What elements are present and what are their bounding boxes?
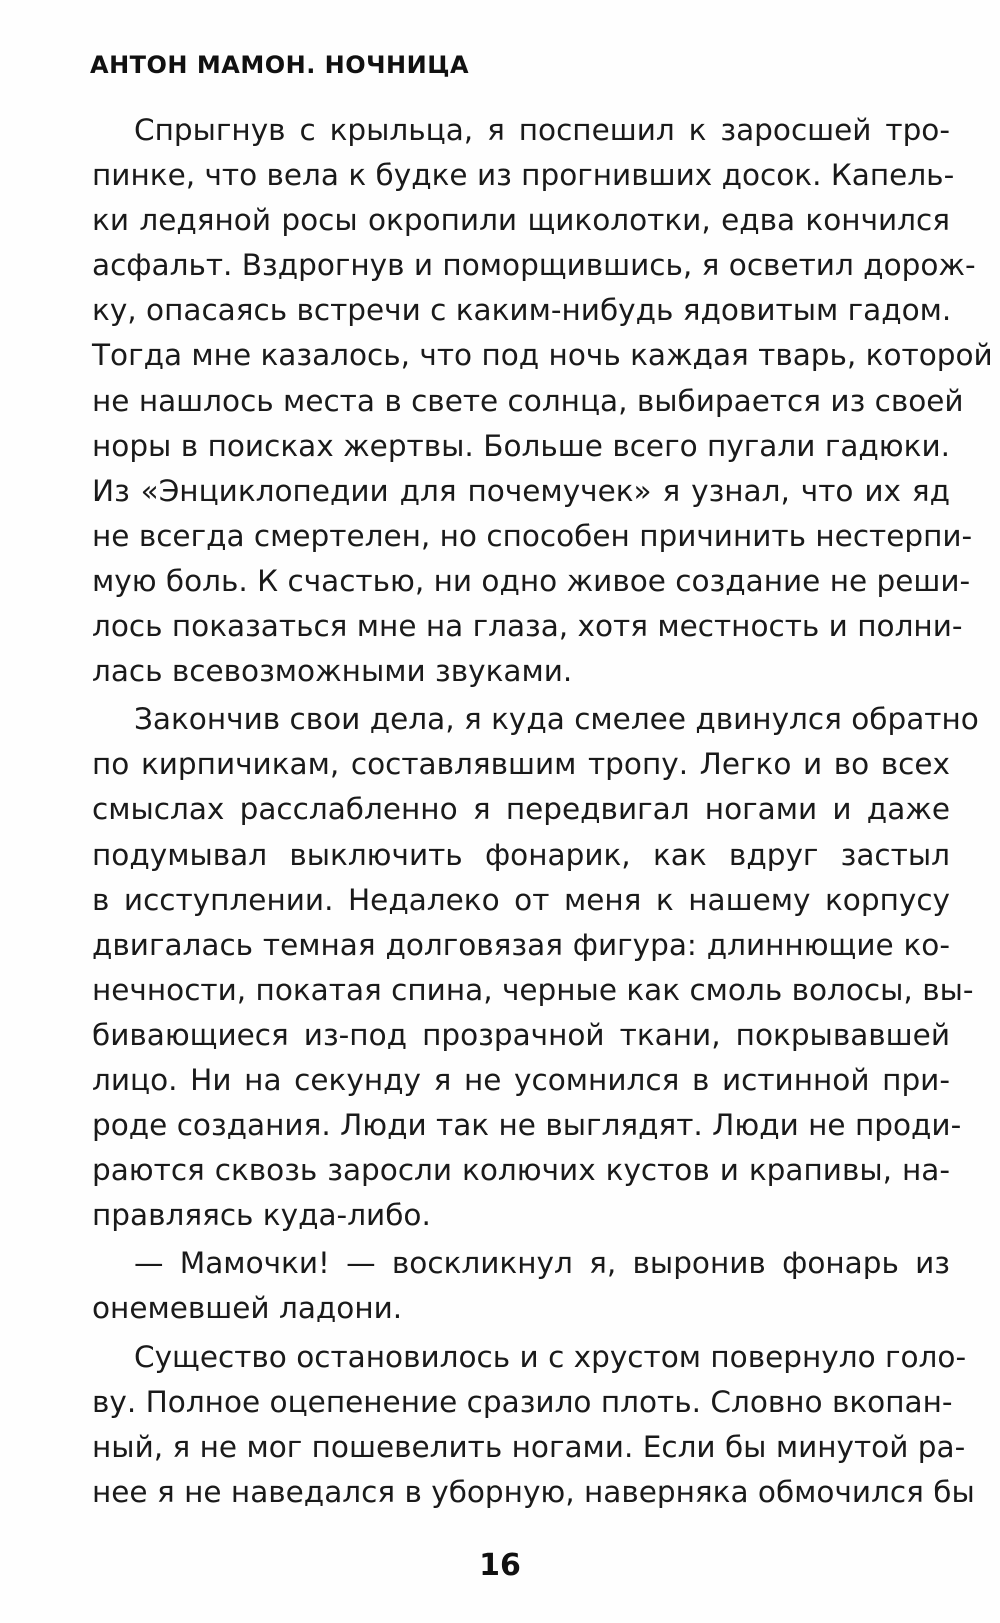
text-line: — Мамочки! — воскликнул я, выронив фонарь из — [134, 1246, 950, 1281]
paragraph — [92, 697, 979, 1238]
text-line: смыслах расслабленно я передвигал ногами и даже — [92, 792, 950, 827]
text-line: ку, опасаясь встречи с каким-нибудь ядовитым гадом. — [92, 293, 952, 328]
text-line: правляясь куда-либо. — [92, 1198, 431, 1233]
text-line: по кирпичикам, составлявшим тропу. Легко и во всех — [92, 747, 950, 782]
text-line: асфальт. Вздрогнув и поморщившись, я осветил дорож- — [92, 248, 976, 283]
text-line: онемевшей ладони. — [92, 1291, 403, 1326]
text-line: в исступлении. Недалеко от меня к нашему корпусу — [92, 882, 950, 917]
paragraph — [92, 1241, 950, 1331]
text-line: Из «Энциклопедии для почемучек» я узнал, что их яд — [92, 473, 950, 508]
page-number: 16 — [479, 1548, 521, 1583]
text-line: бивающиеся из-под прозрачной ткани, покрывавшей — [92, 1017, 950, 1052]
text-line: норы в поисках жертвы. Больше всего пугали гадюки. — [92, 428, 950, 463]
text-line: лась всевозможными звуками. — [92, 654, 573, 689]
text-line: лось показаться мне на глаза, хотя местность и полни- — [92, 609, 963, 644]
text-line: не всегда смертелен, но способен причинить нестерпи- — [92, 518, 973, 553]
text-line: роде создания. Люди так не выглядят. Люди не проди- — [92, 1108, 962, 1143]
text-line: Закончив свои дела, я куда смелее двинулся обратно — [134, 702, 979, 737]
text-line: нечности, покатая спина, черные как смоль волосы, вы- — [92, 972, 974, 1007]
text-line: не нашлось места в свете солнца, выбирается из своей — [92, 383, 964, 418]
paragraph — [92, 108, 993, 694]
text-line: подумывал выключить фонарик, как вдруг застыл — [92, 837, 950, 872]
text-line: ки ледяной росы окропили щиколотки, едва кончился — [92, 203, 950, 238]
text-line: нее я не наведался в уборную, наверняка обмочился бы — [92, 1474, 975, 1509]
text-line: Спрыгнув с крыльца, я поспешил к заросшей тро- — [134, 113, 950, 147]
text-line: Тогда мне казалось, что под ночь каждая тварь, которой — [92, 338, 993, 373]
text-line: Существо остановилось и с хрустом повернуло голо- — [134, 1339, 967, 1374]
text-line: лицо. Ни на секунду я не усомнился в истинной при- — [92, 1062, 950, 1097]
paragraph — [92, 1335, 975, 1515]
body-text — [92, 108, 993, 1515]
text-line: ный, я не мог пошевелить ногами. Если бы минутой ра- — [92, 1429, 966, 1464]
running-head: АНТОН МАМОН. НОЧНИЦА — [90, 51, 470, 79]
text-line: пинке, что вела к будке из прогнивших досок. Капель- — [92, 158, 955, 193]
text-line: мую боль. К счастью, ни одно живое создание не реши- — [92, 563, 971, 598]
text-line: ву. Полное оцепенение сразило плоть. Словно вкопан- — [92, 1384, 953, 1419]
text-line: двигалась темная долговязая фигура: длиннющие ко- — [92, 927, 950, 962]
text-line: раются сквозь заросли колючих кустов и крапивы, на- — [92, 1153, 950, 1188]
